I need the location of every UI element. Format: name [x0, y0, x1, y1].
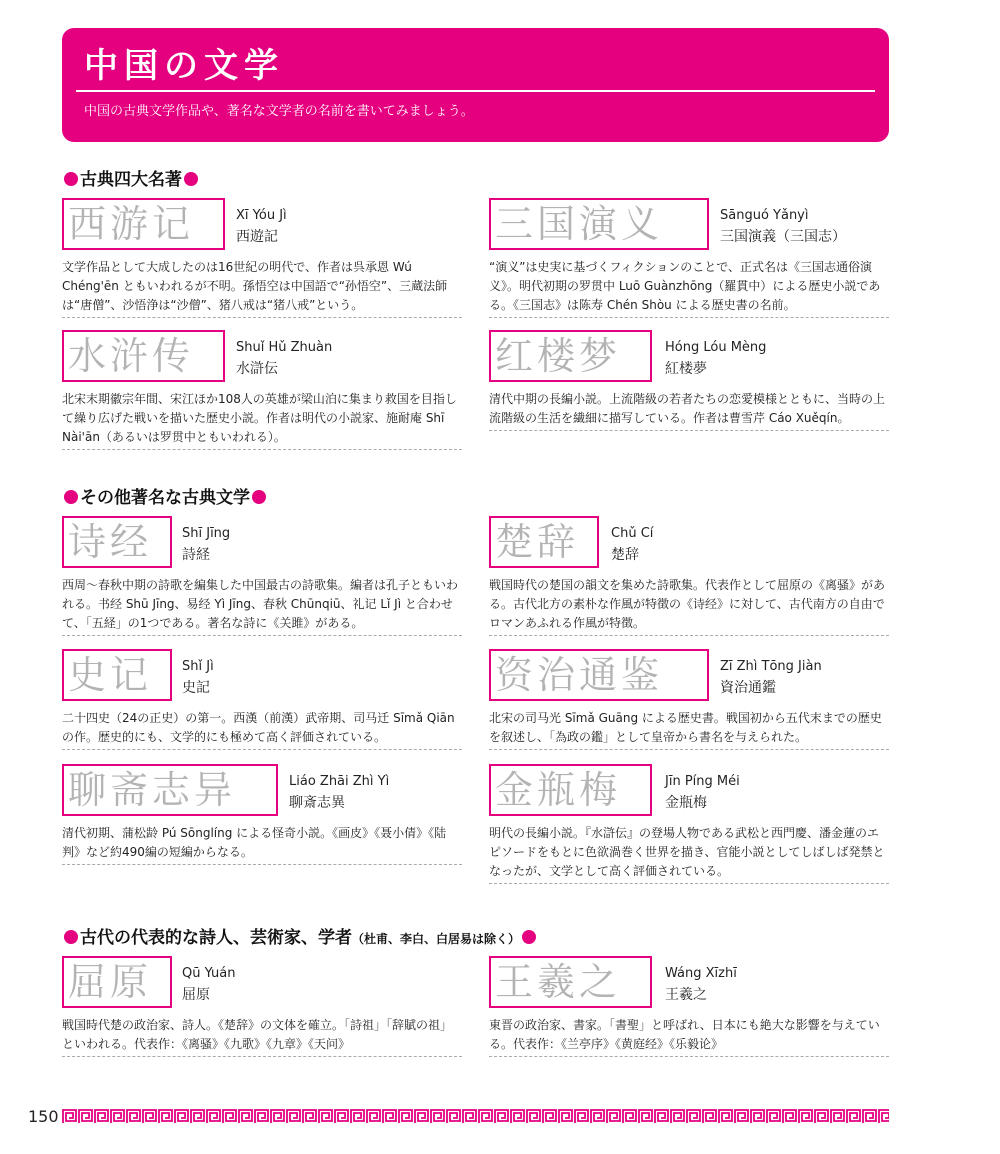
pinyin: Chǔ Cí: [611, 526, 654, 541]
description: 二十四史（24の正史）の第一。西漢（前漢）武帝期、司马迁 Sīmǎ Qiān の作。歴史的にも、文学的にも極めて高く評価されている。: [62, 709, 462, 750]
practice-characters: 资治通鉴: [489, 649, 709, 701]
practice-characters: 聊斋志异: [62, 764, 278, 816]
practice-characters: 三国演义: [489, 198, 709, 250]
japanese-title: 水滸伝: [236, 361, 278, 377]
description: 文学作品として大成したのは16世紀の明代で、作者は呉承恩 Wú Chéng'ēn ともいわれるが不明。孫悟空は中国語で“孙悟空”、三蔵法師は“唐僧”、沙悟浄は“沙僧”、猪八戒は“猪八戒”という。: [62, 258, 462, 318]
page-header: [62, 28, 889, 142]
japanese-title: 紅楼夢: [665, 361, 707, 377]
practice-characters: 水浒传: [62, 330, 225, 382]
bullet-dot-icon: [252, 490, 266, 504]
description: 東晋の政治家、書家。「書聖」と呼ばれ、日本にも絶大な影響を与えている。代表作：《兰亭序》《黄庭经》《乐毅论》: [489, 1016, 889, 1057]
japanese-title: 楚辞: [611, 547, 639, 563]
description: 清代中期の長編小説。上流階級の若者たちの恋愛模様とともに、当時の上流階級の生活を繊細に描写している。作者は曹雪芹 Cáo Xuěqín。: [489, 390, 889, 431]
description: 戦国時代の楚国の韻文を集めた詩歌集。代表作として屈原の《离骚》がある。古代北方の素朴な作風が特徴の《诗经》に対して、古代南方の自由でロマンあふれる作風が特徴。: [489, 576, 889, 636]
description: 戦国時代楚の政治家、詩人。《楚辞》の文体を確立。「詩祖」「辞賦の祖」といわれる。代表作：《离骚》《九歌》《九章》《天问》: [62, 1016, 462, 1057]
fret-border-pattern: [62, 1108, 889, 1125]
practice-characters: 红楼梦: [489, 330, 652, 382]
section-title: 古代の代表的な詩人、芸術家、学者: [80, 928, 352, 948]
bullet-dot-icon: [522, 930, 536, 944]
description: “演义”は史実に基づくフィクションのことで、正式名は《三国志通俗演义》。明代初期の罗贯中 Luō Guànzhōng（羅貫中）による歴史小説である。《三国志》は陈寿 Chén Shòu による歴史書の名前。: [489, 258, 889, 318]
section-note: （杜甫、李白、白居易は除く）: [352, 932, 521, 946]
pinyin: Jīn Píng Méi: [665, 774, 740, 789]
description: 清代初期、蒲松龄 Pú Sōnglíng による怪奇小説。《画皮》《聂小倩》《陆判》など約490編の短編からなる。: [62, 824, 462, 865]
practice-characters: 王羲之: [489, 956, 652, 1008]
pinyin: Zī Zhì Tōng Jiàn: [720, 659, 822, 674]
practice-characters: 诗经: [62, 516, 172, 568]
section-title: その他著名な古典文学: [80, 488, 250, 508]
pinyin: Xī Yóu Jì: [236, 208, 287, 223]
bullet-dot-icon: [64, 172, 78, 186]
japanese-title: 詩経: [182, 547, 210, 563]
practice-characters: 金瓶梅: [489, 764, 652, 816]
bullet-dot-icon: [184, 172, 198, 186]
practice-characters: 楚辞: [489, 516, 599, 568]
section-heading-poets-scholars: [62, 923, 538, 948]
pinyin: Qū Yuán: [182, 966, 236, 981]
page-number: 150: [28, 1107, 59, 1126]
description: 明代の長編小説。『水滸伝』の登場人物である武松と西門慶、潘金蓮のエピソードをもとに色欲渦巻く世界を描き、官能小説としてしばしば発禁となったが、文学として高く評価されている。: [489, 824, 889, 884]
japanese-title: 王羲之: [665, 987, 707, 1003]
section-title: 古典四大名著: [80, 170, 182, 190]
pinyin: Shuǐ Hǔ Zhuàn: [236, 340, 333, 355]
description: 北宋末期徽宗年間、宋江ほか108人の英雄が梁山泊に集まり救国を目指して繰り広げた戦いを描いた歴史小説。作者は明代の小説家、施耐庵 Shī Nài'ān（あるいは罗贯中ともいわれる）。: [62, 390, 462, 450]
japanese-title: 屈原: [182, 987, 210, 1003]
pinyin: Liáo Zhāi Zhì Yì: [289, 774, 390, 789]
pinyin: Sānguó Yǎnyì: [720, 208, 809, 223]
japanese-title: 聊斎志異: [289, 795, 345, 811]
japanese-title: 三国演義（三国志）: [720, 229, 846, 245]
practice-characters: 史记: [62, 649, 172, 701]
japanese-title: 西遊記: [236, 229, 278, 245]
japanese-title: 資治通鑑: [720, 680, 776, 696]
page-title: 中国の文学: [84, 46, 284, 86]
description: 西周〜春秋中期の詩歌を編集した中国最古の詩歌集。編者は孔子ともいわれる。书经 Shū Jīng、易经 Yì Jīng、春秋 Chūnqiū、礼记 Lǐ Jì と合わせて、「五経」の1つである。著名な詩に《关雎》がある。: [62, 576, 462, 636]
bullet-dot-icon: [64, 490, 78, 504]
description: 北宋の司马光 Sīmǎ Guāng による歴史書。戦国初から五代末までの歴史を叙述し、「為政の鑑」として皇帝から書名を与えられた。: [489, 709, 889, 750]
page-subtitle: 中国の古典文学作品や、著名な文学者の名前を書いてみましょう。: [84, 104, 474, 119]
pinyin: Shī Jīng: [182, 526, 231, 541]
practice-characters: 屈原: [62, 956, 172, 1008]
section-heading-other-classics: [62, 483, 268, 508]
pinyin: Shǐ Jì: [182, 659, 214, 674]
pinyin: Hóng Lóu Mèng: [665, 340, 767, 355]
section-heading-four-classics: [62, 165, 200, 190]
bullet-dot-icon: [64, 930, 78, 944]
practice-characters: 西游记: [62, 198, 225, 250]
japanese-title: 史記: [182, 680, 210, 696]
header-divider: [76, 90, 875, 92]
japanese-title: 金瓶梅: [665, 795, 707, 811]
pinyin: Wáng Xīzhī: [665, 966, 737, 981]
